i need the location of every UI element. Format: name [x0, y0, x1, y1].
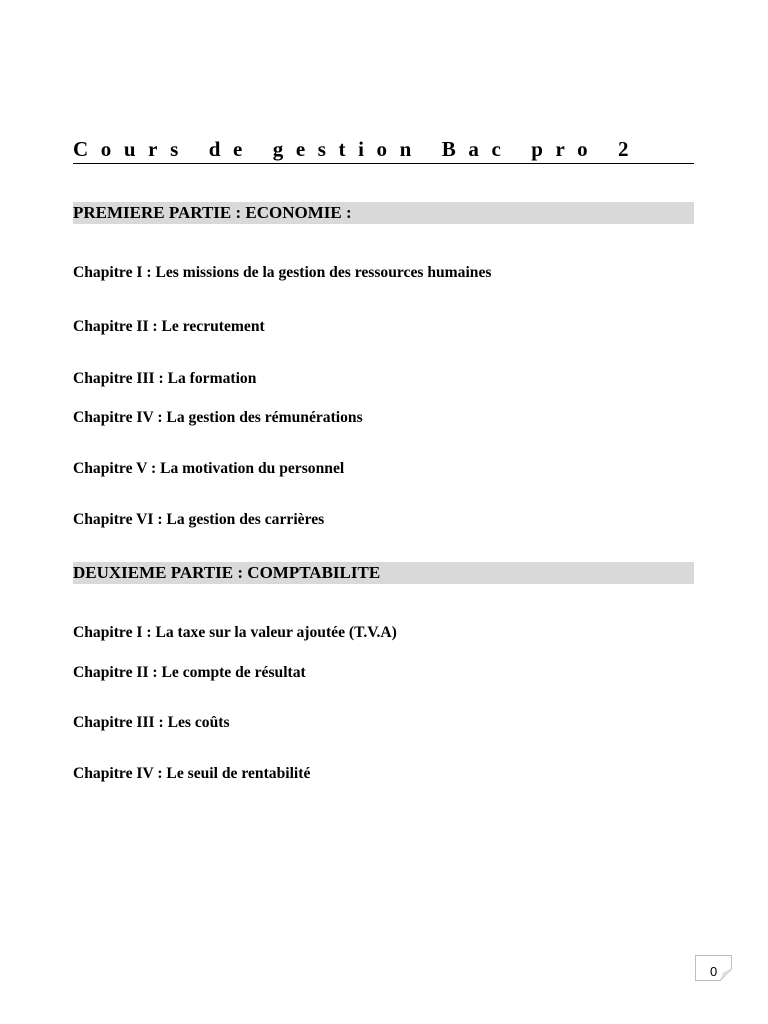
- chapter-item: Chapitre V : La motivation du personnel: [73, 460, 345, 477]
- chapter-item: Chapitre III : La formation: [73, 370, 257, 387]
- part-heading-economie: PREMIERE PARTIE : ECONOMIE :: [73, 202, 694, 224]
- chapter-item: Chapitre II : Le compte de résultat: [73, 664, 306, 681]
- chapter-item: Chapitre IV : Le seuil de rentabilité: [73, 765, 311, 782]
- page-curl-icon: [720, 969, 732, 981]
- page-number-box: [695, 955, 732, 981]
- document-title: Cours de gestion Bac pro 2: [73, 136, 694, 164]
- part-heading-comptabilite: DEUXIEME PARTIE : COMPTABILITE: [73, 562, 694, 584]
- chapter-item: Chapitre I : Les missions de la gestion des ressources humaines: [73, 264, 492, 281]
- chapter-item: Chapitre II : Le recrutement: [73, 318, 265, 335]
- chapter-item: Chapitre I : La taxe sur la valeur ajoutée (T.V.A): [73, 624, 397, 641]
- chapter-item: Chapitre VI : La gestion des carrières: [73, 511, 325, 528]
- chapter-item: Chapitre IV : La gestion des rémunérations: [73, 409, 363, 426]
- page-number: 0: [710, 964, 718, 979]
- chapter-item: Chapitre III : Les coûts: [73, 714, 230, 731]
